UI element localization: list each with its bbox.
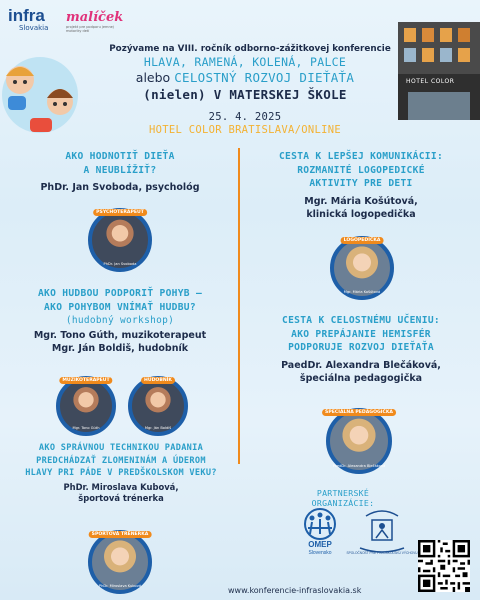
event-venue: HOTEL COLOR BRATISLAVA/ONLINE xyxy=(148,124,342,136)
children-illustration xyxy=(0,40,88,135)
omep-name: OMEP xyxy=(308,540,332,549)
photo-role-tag: LOGOPEDIČKA xyxy=(341,237,384,244)
speaker-photo xyxy=(56,376,116,436)
talk-3-speaker-line: Mgr. Ján Boldiš, hudobník xyxy=(51,343,189,354)
talk-4-question-line: PODPORUJE ROZVOJ DIEŤAŤA xyxy=(288,342,434,353)
talk-4-question-line: CESTA K CELOSTNÉMU UČENIU: xyxy=(282,315,440,326)
talk-1-question-line: AKO HODNOTIŤ DIEŤA xyxy=(65,151,175,162)
talk-3-workshop: (hudobný workshop) xyxy=(65,315,175,326)
talk-5 xyxy=(6,442,236,504)
talk-4 xyxy=(248,314,474,385)
photo-role-tag: MUZIKOTERAPEUT xyxy=(59,377,112,384)
speaker-photo xyxy=(128,376,188,436)
title-line-1: HLAVA, RAMENÁ, KOLENÁ, PALCE xyxy=(143,55,347,69)
photo-role-tag: ŠPORTOVÁ TRÉNERKA xyxy=(89,531,152,538)
talk-3 xyxy=(8,287,232,355)
speaker-photo xyxy=(326,408,392,474)
talk-2-question-line: CESTA K LEPŠEJ KOMUNIKÁCII: xyxy=(278,151,444,162)
infra-logo-sub: Slovakia xyxy=(19,24,49,32)
talk-4-speaker-line: špeciálna pedagogička xyxy=(299,372,423,384)
talk-2-speaker-line: klinická logopedička xyxy=(306,208,416,220)
talk-4-question-line: AKO PREPÁJANIE HEMISFÉR xyxy=(291,328,431,340)
talk-1 xyxy=(20,150,220,194)
talk-3-question-line: AKO POHYBOM VNÍMAŤ HUDBU? xyxy=(44,301,196,313)
title-highlight: CELOSTNÝ ROZVOJ DIEŤAŤA xyxy=(174,70,355,85)
title-alebo: alebo xyxy=(135,70,171,85)
talk-2-question-line: ROZMANITÉ LOGOPEDICKÉ xyxy=(297,164,425,176)
photo-role-tag: HUDOBNÍK xyxy=(141,377,175,384)
talk-5-question-line: PREDCHÁDZAŤ ZLOMENINÁM A ÚDEROM xyxy=(36,455,206,466)
partners-heading: PARTNERSKÉ ORGANIZÁCIE: xyxy=(311,488,375,508)
speaker-photo xyxy=(88,208,152,272)
event-date: 25. 4. 2025 xyxy=(208,111,282,123)
qr-code-icon[interactable] xyxy=(418,540,470,592)
hotel-sign: HOTEL COLOR xyxy=(406,78,455,85)
talk-2 xyxy=(250,150,472,221)
invitation-text: Pozývame na VIII. ročník odborno-zážitkovej konferencie xyxy=(109,44,391,54)
omep-sub: Slovensko xyxy=(308,550,332,556)
website-link[interactable]: www.konferencie-infraslovakia.sk xyxy=(228,586,362,595)
malicek-logo-text: malíček xyxy=(66,10,124,25)
malicek-logo-sub: projekt pre podporu jemnej motoriky detí xyxy=(66,25,114,33)
talk-5-question-line: AKO SPRÁVNOU TECHNIKOU PADANIA xyxy=(38,443,204,453)
talk-1-speaker: PhDr. Jan Svoboda, psychológ xyxy=(40,182,200,193)
hotel-photo xyxy=(398,22,480,120)
talk-2-question-line: AKTIVITY PRE DETI xyxy=(309,178,413,189)
talk-3-speaker-line: Mgr. Tono Gúth, muzikoterapeut xyxy=(33,330,207,341)
photo-caption: PhDr. Jan Svoboda xyxy=(103,262,137,266)
malicek-logo xyxy=(66,10,126,33)
photo-caption: PhDr. Miroslava Kubová xyxy=(98,584,142,588)
photo-caption: PaedDr. Alexandra Blečáková xyxy=(332,464,386,468)
title-line-2 xyxy=(80,70,410,85)
photo-caption: Mgr. Ján Boldiš xyxy=(144,426,172,430)
speaker-photo xyxy=(330,236,394,300)
talk-2-speaker-line: Mgr. Mária Košútová, xyxy=(304,195,418,207)
photo-role-tag: PSYCHOTERAPEUT xyxy=(93,209,147,216)
talk-3-question-line: AKO HUDBOU PODPORIŤ POHYB – xyxy=(37,288,203,299)
title-line-3: (nielen) V MATERSKEJ ŠKOLE xyxy=(143,87,347,102)
talk-5-question-line: HLAVY PRI PÁDE V PREDŠKOLSKOM VEKU? xyxy=(25,468,217,478)
photo-caption: Mgr. Tono Gúth xyxy=(72,426,100,430)
speaker-photo xyxy=(88,530,152,594)
infra-logo-text: infra xyxy=(8,6,45,25)
talk-1-question-line: A NEUBLÍŽIŤ? xyxy=(83,164,157,176)
spolocnost-logo xyxy=(346,506,418,556)
talk-4-speaker-line: PaedDr. Alexandra Blečáková, xyxy=(281,359,441,371)
talk-5-speaker-line: športová trénerka xyxy=(78,492,164,503)
talk-5-speaker-line: PhDr. Miroslava Kubová, xyxy=(63,481,179,492)
infra-slovakia-logo xyxy=(8,8,58,42)
spolocnost-name: SPOLOČNOSŤ PRE PREDŠKOLSKÚ VÝCHOVU xyxy=(346,551,418,555)
omep-logo xyxy=(298,506,342,556)
photo-role-tag: ŠPECIÁLNA PEDAGOGIČKA xyxy=(322,409,396,416)
column-divider xyxy=(238,148,240,464)
photo-caption: Mgr. Mária Košútová xyxy=(343,290,381,294)
